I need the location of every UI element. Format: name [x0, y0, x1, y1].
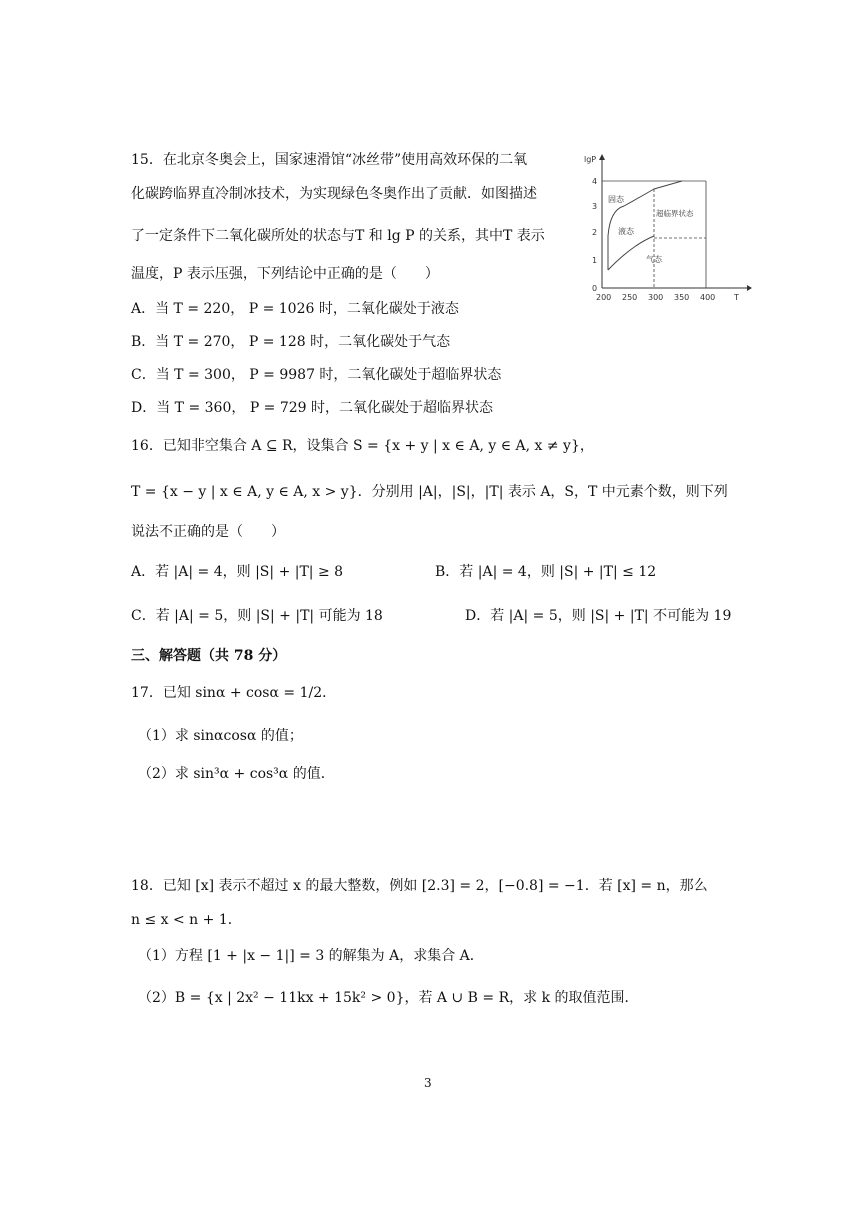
- upper-curve: [624, 181, 682, 206]
- liquid-gas-curve: [608, 236, 654, 270]
- solid-liquid-boundary: [608, 206, 624, 270]
- q15-line-3: 了一定条件下二氧化碳所处的状态与T 和 lg P 的关系，其中T 表示: [131, 228, 545, 244]
- x-tick-350: 350: [674, 293, 690, 302]
- q16-option-d: D．若 |A| = 5，则 |S| + |T| 不可能为 19: [465, 608, 732, 624]
- x-tick-250: 250: [622, 293, 638, 302]
- q18-line-1: 18．已知 [x] 表示不超过 x 的最大整数，例如 [2.3] = 2，[−0.8] = −1．若 [x] = n，那么: [131, 878, 708, 894]
- q15-option-b: B．当 T = 270， P = 128 时，二氧化碳处于气态: [131, 334, 451, 350]
- q16-line-2: T = {x − y | x ∈ A, y ∈ A, x > y}．分别用 |A|，|S|，|T| 表示 A，S，T 中元素个数，则下列: [131, 484, 728, 500]
- q17-stem: 17．已知 sinα + cosα = 1/2．: [131, 685, 337, 701]
- y-axis-label: lgP: [584, 155, 597, 164]
- phase-diagram: [582, 150, 752, 310]
- q17-part-2: （2）求 sin³α + cos³α 的值．: [138, 766, 335, 782]
- x-axis-label: T: [734, 293, 739, 302]
- q15-option-a: A．当 T = 220， P = 1026 时，二氧化碳处于液态: [131, 301, 459, 317]
- label-liquid: 液态: [618, 227, 634, 236]
- x-tick-400: 400: [700, 293, 716, 302]
- q15-option-d: D．当 T = 360， P = 729 时，二氧化碳处于超临界状态: [131, 400, 494, 416]
- label-supercritical: 超临界状态: [656, 209, 694, 218]
- q16-option-c: C．若 |A| = 5，则 |S| + |T| 可能为 18: [131, 608, 383, 624]
- q16-line-3: 说法不正确的是（ ）: [131, 524, 285, 540]
- x-tick-300: 300: [648, 293, 664, 302]
- q15-option-c: C．当 T = 300， P = 9987 时，二氧化碳处于超临界状态: [131, 367, 502, 383]
- y-tick-0: 0: [592, 284, 598, 293]
- y-tick-1: 1: [592, 256, 598, 265]
- y-tick-2: 2: [592, 228, 598, 237]
- q18-part-1: （1）方程 [1 + |x − 1|] = 3 的解集为 A，求集合 A．: [138, 948, 484, 964]
- q17-part-1: （1）求 sinαcosα 的值；: [138, 728, 303, 744]
- q16-line-1: 16．已知非空集合 A ⊆ R，设集合 S = {x + y | x ∈ A, y ∈ A, x ≠ y}，: [131, 438, 594, 454]
- q15-line-2: 化碳跨临界直冷制冰技术，为实现绿色冬奥作出了贡献．如图描述: [131, 186, 537, 202]
- label-gas: 气态: [646, 255, 662, 264]
- q18-part-2: （2）B = {x | 2x² − 11kx + 15k² > 0}，若 A ∪ B = R，求 k 的取值范围．: [138, 990, 639, 1006]
- q16-option-a: A．若 |A| = 4，则 |S| + |T| ≥ 8: [131, 564, 344, 580]
- label-solid: 固态: [608, 195, 624, 204]
- q16-option-b: B．若 |A| = 4，则 |S| + |T| ≤ 12: [435, 564, 657, 580]
- x-tick-200: 200: [596, 293, 612, 302]
- y-tick-3: 3: [592, 202, 598, 211]
- page-number: 3: [424, 1076, 432, 1090]
- section-heading: 三、解答题（共 78 分）: [131, 648, 287, 664]
- q18-line-2: n ≤ x < n + 1．: [131, 912, 242, 928]
- q15-line-4: 温度，P 表示压强，下列结论中正确的是（ ）: [131, 266, 439, 282]
- y-tick-4: 4: [592, 177, 598, 186]
- q15-line-1: 15．在北京冬奥会上，国家速滑馆“冰丝带”使用高效环保的二氧: [131, 152, 528, 168]
